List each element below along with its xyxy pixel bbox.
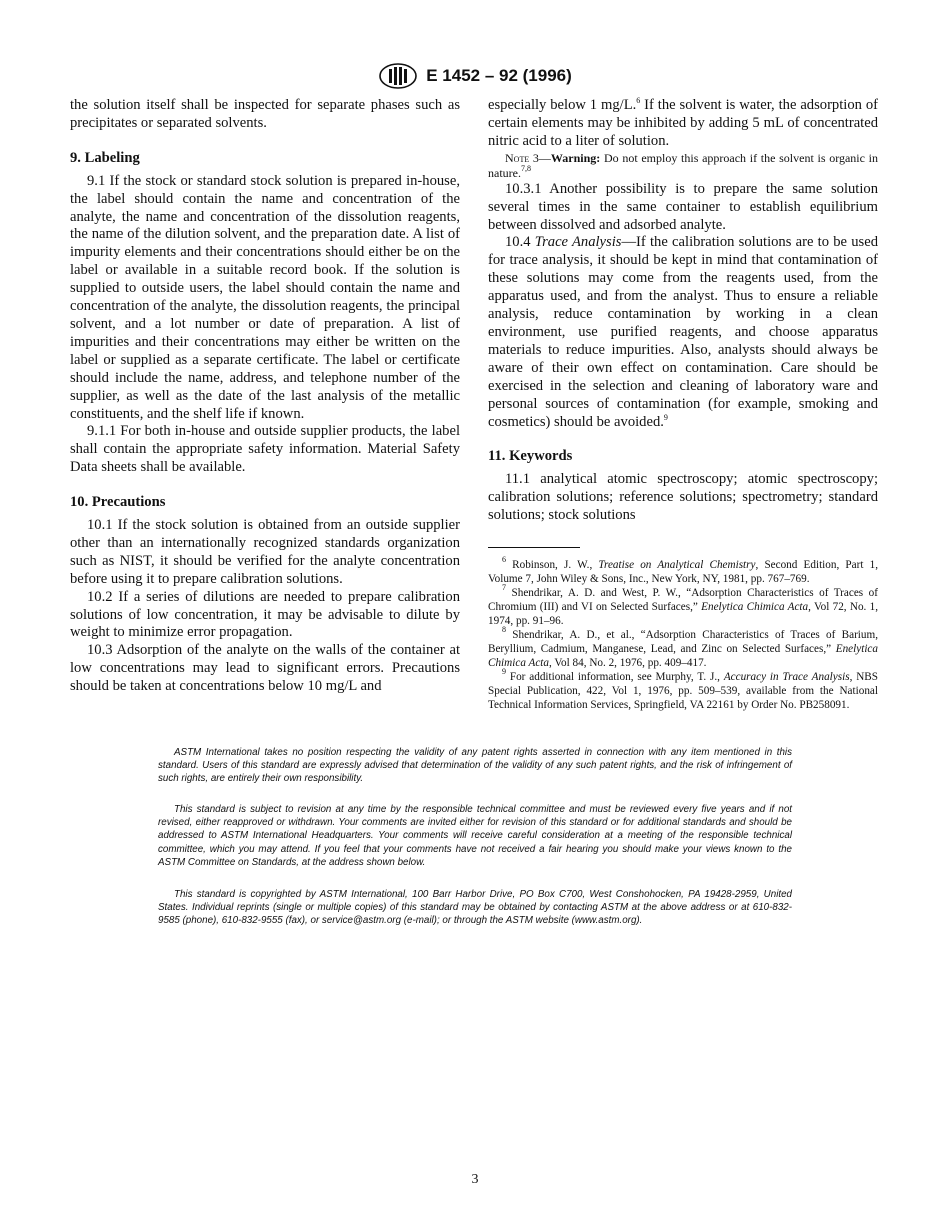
paragraph-10-3: 10.3 Adsorption of the analyte on the walls of the container at low concentrations may lead to significant errors. Precautions should be taken at concentrations below 10 mg/L and bbox=[70, 642, 460, 695]
page-number: 3 bbox=[471, 1172, 479, 1187]
right-column bbox=[488, 97, 878, 712]
paragraph-9-1: 9.1 If the stock or standard stock solution is prepared in-house, the label should contain the name and concentration of the analyte, the name and concentration of the dissolution reagents, the name of the dilution solvent, and the preparation date. A list of impurity elements and their concentrations should either be on the label or available in a suitable record book. If the solution is supplied to outside users, the label should contain the name and concentration of the analyte, the dissolution reagents, the principal solvent, and a lot number or date of preparation. A list of impurities and their concentrations may either be written on the label or supplied as a separate certificate. The label or certificate should include the name, address, and telephone number of the supplier, as well as the date of the last analysis of the metallic constituents, and the shelf life if known. bbox=[70, 172, 460, 422]
paragraph-9-1-1: 9.1.1 For both in-house and outside supplier products, the label shall contain the appropriate safety information. Material Safety Data sheets shall be available. bbox=[70, 423, 460, 476]
footnote-8: $^8$ Shendrikar, A. D., et al., “Adsorption Characteristics of Traces of Barium, Beryllium, Cadmium, Manganese, Lead, and Zinc on Selected Surfaces,” Enelytica Chimica Acta, Vol 84, No. 2, 1976, pp. 409–417. bbox=[488, 625, 878, 670]
footnote-divider bbox=[488, 547, 580, 548]
page-header bbox=[0, 62, 950, 90]
section-heading-precautions: 10. Precautions bbox=[70, 494, 166, 511]
footnote-ref-9[interactable]: 9 bbox=[663, 412, 668, 422]
paragraph-10-3-continued: especially below 1 mg/L.$^6$ If the solvent is water, the adsorption of certain elements may be inhibited by adding 5 mL of concentrated nitric acid to a liter of solution. bbox=[488, 96, 878, 149]
patent-notice: ASTM International takes no position respecting the validity of any patent rights asserted in connection with any item mentioned in this standard. Users of this standard are expressly advised that determination of the validity of any such patent rights, and the risk of infringement of such rights, are entirely their own responsibility. bbox=[158, 747, 792, 785]
paragraph-10-1: 10.1 If the stock solution is obtained from an outside supplier other than an internationally recognized standards organization such as NIST, it should be verified for the analyte concentration before using it to prepare calibration solutions. bbox=[70, 517, 460, 587]
footnote-9: $^9$ For additional information, see Murphy, T. J., Accuracy in Trace Analysis, NBS Special Publication, 422, Vol 1, 1976, pp. 509–539, available from the National Technical Information Services, Springfield, VA 22161 by Order No. PB258091. bbox=[488, 667, 878, 712]
revision-notice: This standard is subject to revision at any time by the responsible technical committee and must be reviewed every five years and if not revised, either reapproved or withdrawn. Your comments are invited either for revision of this standard or for additional standards and should be addressed to ASTM International Headquarters. Your comments will receive careful consideration at a meeting of the responsible technical committee, which you may attend. If you feel that your comments have not received a fair hearing you should make your views known to the ASTM Committee on Standards, at the address shown below. bbox=[158, 804, 792, 868]
section-heading-labeling: 9. Labeling bbox=[70, 149, 140, 166]
footnote-ref-7-8[interactable]: 7,8 bbox=[520, 163, 531, 173]
paragraph-11-1: 11.1 analytical atomic spectroscopy; atomic spectroscopy; calibration solutions; reference solutions; spectrometry; standard solutions; stock solutions bbox=[488, 471, 878, 524]
footnote-7: $^7$ Shendrikar, A. D. and West, P. W., “Adsorption Characteristics of Traces of Chromium (III) and VI on Selected Surfaces,” Enelytica Chimica Acta, Vol 72, No. 1, 1974, pp. 91–96. bbox=[488, 583, 879, 628]
paragraph-10-3-1: 10.3.1 Another possibility is to prepare the same solution several times in the same container to establish equilibrium between dissolved and adsorbed analyte. bbox=[488, 180, 878, 233]
copyright-notice: This standard is copyrighted by ASTM International, 100 Barr Harbor Drive, PO Box C700, West Conshohocken, PA 19428-2959, United States. Individual reprints (single or multiple copies) of this standard may be obtained by contacting ASTM at the above address or at 610-832-9585 (phone), 610-832-9555 (fax), or service@astm.org (e-mail); or through the ASTM website (www.astm.org). bbox=[158, 889, 792, 927]
astm-logo-icon bbox=[378, 62, 418, 90]
paragraph-10-2: 10.2 If a series of dilutions are needed to prepare calibration solutions of low concentration, it may be advisable to dilute by weight to minimize error propagation. bbox=[70, 588, 460, 641]
standard-designation: E 1452 – 92 (1996) bbox=[426, 66, 572, 85]
footnote-6: $^6$ Robinson, J. W., Treatise on Analytical Chemistry, Second Edition, Part 1, Volume 7, John Wiley & Sons, Inc., New York, NY, 1981, pp. 767–769. bbox=[488, 555, 879, 586]
note-3: Note 3—Warning: Do not employ this approach if the solvent is organic in nature.$^{7,8}$ bbox=[488, 150, 878, 180]
paragraph-10-4: 10.4 Trace Analysis—If the calibration solutions are to be used for trace analysis, it should be kept in mind that contamination of these solutions may come from the reagents used, from the apparatus used, and from the analyst. Thus to ensure a reliable analysis, reduce contamination by working in a clean environment, use purified reagents, and choose apparatus materials to reduce impurities. Also, analysts should always be aware of their own effect on contamination. Care should be exercised in the selection and cleaning of laboratory ware and personal sources of contamination (for example, smoking and cosmetics) should be avoided.$^9$ bbox=[488, 234, 879, 430]
section-heading-keywords: 11. Keywords bbox=[488, 448, 573, 465]
paragraph-continuation: the solution itself shall be inspected for separate phases such as precipitates or separated solvents. bbox=[70, 97, 460, 131]
left-column bbox=[70, 97, 460, 696]
footnote-ref-6[interactable]: 6 bbox=[636, 96, 641, 105]
